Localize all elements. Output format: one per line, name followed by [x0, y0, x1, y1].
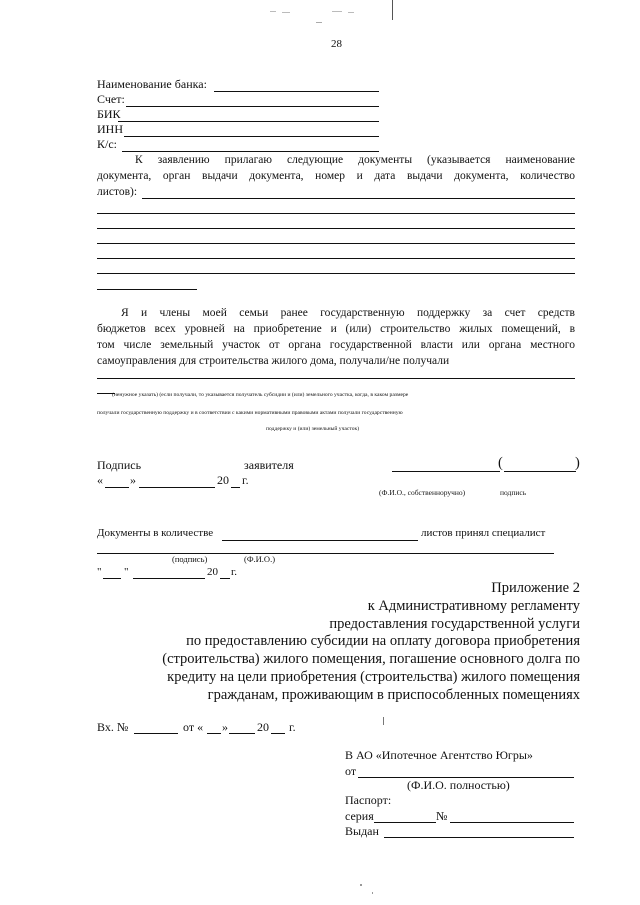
support-statement-line: самоуправления для строительства жилого дома, получали/не получали	[97, 355, 450, 367]
bik-label: БИК	[97, 107, 121, 121]
paren-open: (	[498, 455, 503, 471]
passport-label: Паспорт:	[345, 793, 392, 807]
ks-label: К/с:	[97, 137, 117, 151]
signature-label: Подпись	[97, 458, 142, 472]
accepted-sign-caption: (подпись)	[172, 554, 208, 564]
appendix-line: по предоставлению субсидии на оплату договора приобретения	[186, 633, 580, 650]
sign-caption: подпись	[500, 488, 527, 497]
documents-field[interactable]	[142, 198, 575, 199]
incoming-g: г.	[289, 720, 296, 734]
documents-field[interactable]	[97, 289, 197, 290]
number-field[interactable]	[450, 822, 574, 823]
issued-field[interactable]	[384, 837, 574, 838]
month-field[interactable]	[139, 487, 215, 488]
applicant-label: заявителя	[244, 458, 294, 472]
accepted-quote-open: "	[97, 566, 102, 578]
accepted-month-field[interactable]	[133, 578, 205, 579]
incoming-ot: от «	[183, 720, 204, 734]
docs-count-field[interactable]	[222, 540, 418, 541]
inn-label: ИНН	[97, 122, 123, 136]
support-statement-line: том числе земельный участок от органа государственной власти или органа местного	[97, 339, 575, 351]
scan-edge-line	[392, 0, 393, 20]
date-close-quote: »	[130, 473, 136, 487]
documents-intro-line: документа, орган выдачи документа, номер и дата выдачи документа, количество	[97, 170, 575, 182]
documents-field[interactable]	[97, 273, 575, 274]
scan-mark	[383, 717, 384, 725]
support-statement	[97, 305, 575, 369]
series-label: серия	[345, 809, 374, 823]
paren-close: )	[575, 455, 580, 471]
documents-field[interactable]	[97, 213, 575, 214]
appendix-block	[162, 580, 580, 705]
support-statement-line: бюджетов всех уровней на приобретение и (или) строительство жилых помещений, в	[97, 323, 575, 335]
year-prefix: 20	[217, 473, 229, 487]
account-field[interactable]	[126, 106, 379, 107]
appendix-line: (строительства) жилого помещения, погашение основного долга по	[162, 651, 580, 668]
sheets-accepted-label: листов принял специалист	[421, 527, 546, 539]
specialist-field[interactable]	[97, 553, 554, 554]
day-field[interactable]	[105, 487, 129, 488]
appendix-line: к Административному регламенту	[367, 597, 580, 614]
scan-noise-icon	[268, 9, 388, 15]
support-answer-field[interactable]	[97, 378, 575, 379]
year-field[interactable]	[231, 487, 240, 488]
recipient-fio-caption: (Ф.И.О. полностью)	[407, 778, 510, 792]
incoming-day-field[interactable]	[207, 733, 221, 734]
incoming-no-field[interactable]	[134, 733, 178, 734]
footnote-line: (ненужное указать) (если получали, то указывается получатель субсидии и (или) земельного участка, когда, в каком размере	[112, 392, 409, 398]
recipient-from-label: от	[345, 764, 357, 778]
docs-count-label: Документы в количестве	[97, 527, 214, 539]
bank-name-label: Наименование банка:	[97, 77, 207, 91]
accepted-day-field[interactable]	[103, 578, 121, 579]
appendix-line: предоставления государственной услуги	[329, 615, 580, 632]
appendix-title: Приложение 2	[491, 580, 580, 596]
incoming-year-field[interactable]	[271, 733, 285, 734]
accepted-quote-close: "	[124, 566, 129, 578]
incoming-month-field[interactable]	[229, 733, 255, 734]
fio-signature-field[interactable]	[392, 471, 500, 472]
documents-intro-line: К заявлению прилагаю следующие документы (указывается наименование	[135, 154, 575, 166]
fio-caption: (Ф.И.О., собственноручно)	[379, 488, 466, 497]
year-suffix: г.	[242, 473, 249, 487]
documents-field[interactable]	[97, 258, 575, 259]
accepted-fio-caption: (Ф.И.О.)	[244, 554, 276, 564]
appendix-line: гражданам, проживающим в приспособленных помещениях	[207, 686, 580, 703]
footnote-line: поддержку и (или) земельный участок)	[266, 426, 360, 432]
documents-intro-line: листов):	[97, 186, 138, 198]
accepted-year: 20	[207, 566, 218, 578]
scan-noise-icon	[350, 880, 390, 900]
scan-edge-line	[316, 22, 322, 23]
scan-artifact	[268, 2, 388, 8]
signature-field[interactable]	[504, 471, 576, 472]
incoming-close: »	[222, 720, 228, 734]
support-statement-line: Я и члены моей семьи ранее государственную поддержку за счет средств	[121, 307, 575, 319]
recipient-to: В АО «Ипотечное Агентство Югры»	[345, 748, 533, 762]
appendix-line: кредиту на цели приобретения (строительства) жилого помещения	[167, 668, 580, 685]
accepted-year-field[interactable]	[220, 578, 230, 579]
inn-field[interactable]	[124, 136, 379, 137]
documents-field[interactable]	[97, 243, 575, 244]
documents-field[interactable]	[97, 228, 575, 229]
documents-intro	[97, 152, 575, 200]
bik-field[interactable]	[118, 121, 379, 122]
incoming-year: 20	[257, 720, 269, 734]
series-field[interactable]	[374, 822, 436, 823]
date-open-quote: «	[97, 473, 103, 487]
accepted-g: г.	[231, 566, 238, 578]
incoming-no-label: Вх. №	[97, 720, 129, 734]
page-number: 28	[331, 38, 342, 50]
issued-label: Выдан	[345, 824, 379, 838]
account-label: Счет:	[97, 92, 125, 106]
footnote-line: получали государственную поддержку и в соответствии с какими нормативными правовыми актами получали государственную	[97, 410, 403, 416]
bank-name-field[interactable]	[214, 91, 379, 92]
number-label: №	[436, 809, 448, 823]
